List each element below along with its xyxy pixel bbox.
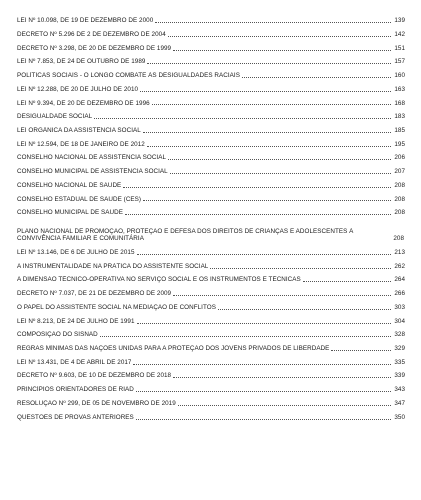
dot-leader (136, 419, 391, 420)
toc-entry-title: CONSELHO MUNICIPAL DE SAÚDE (17, 209, 123, 217)
toc-entry (17, 284, 405, 298)
toc-entry-title: COMPOSIÇÃO DO SISNAD (17, 331, 98, 339)
toc-entry-page-number: 151 (394, 44, 405, 52)
toc-entry (17, 38, 405, 52)
dot-leader (147, 146, 391, 147)
toc-entry (17, 25, 405, 39)
toc-entry (17, 353, 405, 367)
dot-leader (133, 364, 391, 365)
toc-entry (17, 121, 405, 135)
toc-entry (17, 134, 405, 148)
toc-entry-page-number: 339 (394, 372, 405, 380)
dot-leader (100, 336, 391, 337)
toc-entry (17, 176, 405, 190)
toc-entry-title: LEI Nº 8.213, DE 24 DE JULHO DE 1991 (17, 317, 135, 325)
toc-entry-page-number: 266 (394, 290, 405, 298)
toc-entry-page-number: 208 (394, 209, 405, 217)
toc-entry (17, 394, 405, 408)
toc-entry-title: A DIMENSÃO TÉCNICO-OPERATIVA NO SERVIÇO SOCIAL E OS INSTRUMENTOS E TÉCNICAS (17, 276, 301, 284)
toc-entry-page-number: 304 (394, 317, 405, 325)
toc-entry-title: QUESTÕES DE PROVAS ANTERIORES (17, 413, 134, 421)
toc-entry-title: DECRETO Nº 9.603, DE 10 DE DEZEMBRO DE 2018 (17, 372, 172, 380)
toc-entry-title: DESIGUALDADE SOCIAL (17, 113, 93, 121)
dot-leader (210, 268, 391, 269)
toc-entry-title: DECRETO Nº 3.298, DE 20 DE DEZEMBRO DE 1999 (17, 44, 172, 52)
toc-entry (17, 162, 405, 176)
toc-entry-page-number: 168 (394, 99, 405, 107)
toc-entry (17, 148, 405, 162)
toc-entry (17, 311, 405, 325)
toc-entry-title: LEI Nº 10.098, DE 19 DE DEZEMBRO DE 2000 (17, 17, 154, 25)
dot-leader (143, 132, 391, 133)
toc-entry-page-number: 157 (394, 58, 405, 66)
toc-entry-title: LEI Nº 7.853, DE 24 DE OUTUBRO DE 1989 (17, 58, 146, 66)
toc-entry (17, 366, 405, 380)
dot-leader (137, 254, 392, 255)
toc-entry-page-number: 347 (394, 399, 405, 407)
toc-entry (17, 298, 405, 312)
table-of-contents (17, 11, 405, 421)
dot-leader (168, 36, 391, 37)
dot-leader (173, 377, 391, 378)
toc-entry-title: LEI Nº 12.594, DE 18 DE JANEIRO DE 2012 (17, 140, 145, 148)
toc-entry-page-number: 208 (394, 195, 405, 203)
toc-entry-title: A INSTRUMENTALIDADE NA PRÁTICA DO ASSISTENTE SOCIAL (17, 262, 209, 270)
toc-entry-title: CONSELHO NACIONAL DE SAÚDE (17, 181, 122, 189)
toc-entry-title: LEI Nº 12.288, DE 20 DE JULHO DE 2010 (17, 85, 139, 93)
dot-leader (242, 77, 391, 78)
toc-entry (17, 339, 405, 353)
toc-entry-page-number: 329 (394, 345, 405, 353)
toc-entry (17, 203, 405, 217)
toc-entry-title: REGRAS MÍNIMAS DAS NAÇÕES UNIDAS PARA A PROTEÇÃO DOS JOVENS PRIVADOS DE LIBERDADE (17, 345, 330, 353)
toc-entry-page-number: 303 (394, 303, 405, 311)
toc-entry-title: CONSELHO NACIONAL DE ASSISTÊNCIA SOCIAL (17, 154, 167, 162)
toc-entry-page-number: 163 (394, 85, 405, 93)
toc-entry-page-number: 350 (394, 413, 405, 421)
toc-entry-page-number: 343 (394, 386, 405, 394)
toc-entry-page-number: 160 (394, 72, 405, 80)
toc-entry-page-number: 262 (394, 262, 405, 270)
toc-entry-title: LEI ORGÂNICA DA ASSISTÊNCIA SOCIAL (17, 126, 141, 134)
dot-leader (178, 405, 391, 406)
toc-entry-page-number: 328 (394, 331, 405, 339)
toc-entry-page-number: 195 (394, 140, 405, 148)
toc-entry-page-number: 264 (394, 276, 405, 284)
toc-entry-page-number: 335 (394, 358, 405, 366)
toc-entry-title: PRINCÍPIOS ORIENTADORES DE RIAD (17, 386, 134, 394)
toc-entry-page-number: 142 (394, 30, 405, 38)
dot-leader (331, 350, 391, 351)
toc-entry-page-number: 183 (394, 113, 405, 121)
toc-entry-title: DECRETO Nº 7.037, DE 21 DE DEZEMBRO DE 2009 (17, 290, 172, 298)
dot-leader (140, 91, 391, 92)
toc-entry-title: RESOLUÇÃO Nº 299, DE 05 DE NOVEMBRO DE 2019 (17, 399, 176, 407)
toc-entry (17, 257, 405, 271)
toc-entry-page-number: 207 (394, 168, 405, 176)
dot-leader (168, 159, 391, 160)
toc-entry (17, 52, 405, 66)
toc-entry (17, 189, 405, 203)
dot-leader (147, 63, 391, 64)
dot-leader (143, 200, 391, 201)
toc-entry (17, 407, 405, 421)
toc-entry-title: LEI Nº 9.394, DE 20 DE DEZEMBRO DE 1996 (17, 99, 150, 107)
dot-leader (155, 22, 391, 23)
toc-entry-page-number: 208 (394, 181, 405, 189)
dot-leader (173, 50, 391, 51)
toc-entry-page-number: 185 (394, 126, 405, 134)
toc-entry (17, 93, 405, 107)
dot-leader (136, 391, 391, 392)
dot-leader (303, 281, 391, 282)
dot-leader (170, 173, 391, 174)
toc-entry (17, 380, 405, 394)
toc-entry (17, 243, 405, 257)
toc-entry (17, 217, 405, 243)
toc-entry-title: LEI Nº 13.146, DE 6 DE JULHO DE 2015 (17, 249, 135, 256)
dot-leader (173, 295, 391, 296)
toc-entry (17, 80, 405, 94)
dot-leader (94, 118, 391, 119)
toc-entry-title: LEI Nº 13.431, DE 4 DE ABRIL DE 2017 (17, 358, 132, 366)
toc-entry-title: CONSELHO MUNICIPAL DE ASSISTÊNCIA SOCIAL (17, 168, 168, 176)
dot-leader (152, 104, 391, 105)
toc-entry (17, 107, 405, 121)
dot-leader (123, 187, 391, 188)
toc-entry (17, 270, 405, 284)
dot-leader (125, 214, 391, 215)
toc-entry-title: CONSELHO ESTADUAL DE SAÚDE (CES) (17, 195, 142, 203)
toc-entry-title: DECRETO Nº 5.296 DE 2 DE DEZEMBRO DE 2004 (17, 30, 166, 38)
toc-entry (17, 325, 405, 339)
toc-entry (17, 66, 405, 80)
toc-entry-page-number: 139 (394, 17, 405, 25)
toc-entry-page-number: 206 (394, 154, 405, 162)
toc-entry-page-number: 208 (393, 235, 404, 243)
dot-leader (218, 309, 391, 310)
dot-leader (137, 323, 392, 324)
toc-entry (17, 11, 405, 25)
toc-entry-title: POLÍTICAS SOCIAIS - O LONGO COMBATE ÀS DESIGUALDADES RACIAIS (17, 72, 240, 80)
toc-entry-title: O PAPEL DO ASSISTENTE SOCIAL NA MEDIAÇÃO DE CONFLITOS (17, 303, 216, 311)
toc-entry-page-number: 213 (394, 249, 405, 256)
toc-entry-title: PLANO NACIONAL DE PROMOÇÃO, PROTEÇÃO E DEFESA DOS DIREITOS DE CRIANÇAS E ADOLESCENTES À CONVIVÊNCIA FAMILIAR E COMUNITÁRIA (17, 228, 354, 243)
